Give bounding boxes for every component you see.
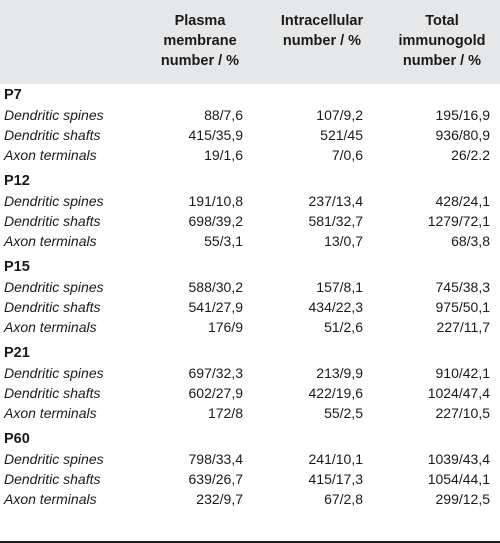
cell-total-immunogold: 227/11,7 <box>436 319 490 335</box>
cell-total-immunogold: 195/16,9 <box>435 107 490 123</box>
table-row <box>0 449 500 469</box>
cell-plasma-membrane: 602/27,9 <box>188 385 243 401</box>
row-group <box>0 429 500 509</box>
cell-plasma-membrane: 19/1,6 <box>204 147 243 163</box>
cell-total-immunogold: 1039/43,4 <box>427 451 490 467</box>
cell-plasma-membrane: 697/32,3 <box>188 365 243 381</box>
group-title: P60 <box>4 431 30 447</box>
table-row <box>0 125 500 145</box>
cell-total-immunogold: 936/80,9 <box>435 127 490 143</box>
cell-intracellular: 521/45 <box>320 127 363 143</box>
table-row <box>0 231 500 251</box>
row-group <box>0 84 500 165</box>
row-label: Dendritic spines <box>4 365 104 381</box>
cell-total-immunogold: 68/3,8 <box>451 233 490 249</box>
cell-intracellular: 67/2,8 <box>324 491 363 507</box>
cell-total-immunogold: 910/42,1 <box>435 365 490 381</box>
cell-intracellular: 213/9,9 <box>316 365 363 381</box>
cell-intracellular: 422/19,6 <box>308 385 363 401</box>
cell-intracellular: 581/32,7 <box>308 213 363 229</box>
group-title: P15 <box>4 259 30 275</box>
cell-plasma-membrane: 541/27,9 <box>188 299 243 315</box>
cell-total-immunogold: 1024/47,4 <box>427 385 490 401</box>
header-text: Total <box>425 13 459 29</box>
row-label: Dendritic spines <box>4 193 104 209</box>
header-total-immunogold <box>387 11 497 71</box>
cell-plasma-membrane: 232/9,7 <box>196 491 243 507</box>
row-label: Dendritic shafts <box>4 471 101 487</box>
row-label: Dendritic shafts <box>4 213 101 229</box>
cell-plasma-membrane: 55/3,1 <box>204 233 243 249</box>
table-row <box>0 363 500 383</box>
cell-total-immunogold: 975/50,1 <box>435 299 490 315</box>
cell-plasma-membrane: 639/26,7 <box>188 471 243 487</box>
group-title: P12 <box>4 173 30 189</box>
cell-intracellular: 415/17,3 <box>308 471 363 487</box>
table-row <box>0 191 500 211</box>
cell-intracellular: 55/2,5 <box>324 405 363 421</box>
row-label: Axon terminals <box>4 319 97 335</box>
row-label: Dendritic shafts <box>4 299 101 315</box>
row-group <box>0 171 500 251</box>
header-text: immunogold <box>398 33 486 49</box>
row-label: Dendritic shafts <box>4 385 101 401</box>
cell-plasma-membrane: 415/35,9 <box>188 127 243 143</box>
row-label: Axon terminals <box>4 405 97 421</box>
group-title: P21 <box>4 345 30 361</box>
table-row <box>0 383 500 403</box>
cell-plasma-membrane: 588/30,2 <box>188 279 243 295</box>
cell-plasma-membrane: 798/33,4 <box>188 451 243 467</box>
header-text: membrane <box>163 33 237 49</box>
cell-plasma-membrane: 176/9 <box>207 319 243 335</box>
cell-intracellular: 237/13,4 <box>308 193 363 209</box>
header-text: Plasma <box>174 13 226 29</box>
table-body <box>0 84 500 509</box>
cell-intracellular: 241/10,1 <box>308 451 363 467</box>
cell-total-immunogold: 227/10,5 <box>435 405 490 421</box>
cell-intracellular: 157/8,1 <box>316 279 363 295</box>
row-label: Dendritic spines <box>4 279 104 295</box>
header-text: Intracellular <box>280 13 364 29</box>
table-row <box>0 317 500 337</box>
row-label: Axon terminals <box>4 491 97 507</box>
header-text: number / % <box>282 33 362 49</box>
cell-total-immunogold: 428/24,1 <box>435 193 490 209</box>
cell-intracellular: 13/0,7 <box>324 233 363 249</box>
cell-intracellular: 434/22,3 <box>308 299 363 315</box>
cell-total-immunogold: 1279/72,1 <box>427 213 490 229</box>
row-label: Dendritic spines <box>4 451 104 467</box>
table-row <box>0 489 500 509</box>
row-group <box>0 257 500 337</box>
row-group <box>0 343 500 423</box>
cell-total-immunogold: 26/2.2 <box>451 147 490 163</box>
row-label: Axon terminals <box>4 147 97 163</box>
table-row <box>0 211 500 231</box>
cell-total-immunogold: 299/12,5 <box>435 491 490 507</box>
cell-plasma-membrane: 172/8 <box>207 405 243 421</box>
cell-plasma-membrane: 191/10,8 <box>188 193 243 209</box>
table-row <box>0 277 500 297</box>
cell-intracellular: 107/9,2 <box>316 107 363 123</box>
header-intracellular <box>262 11 382 51</box>
cell-plasma-membrane: 698/39,2 <box>188 213 243 229</box>
cell-total-immunogold: 745/38,3 <box>435 279 490 295</box>
row-label: Axon terminals <box>4 233 97 249</box>
header-plasma-membrane <box>145 11 255 71</box>
table-row <box>0 297 500 317</box>
table-row <box>0 403 500 423</box>
table-row <box>0 469 500 489</box>
table-header <box>0 0 500 84</box>
row-label: Dendritic shafts <box>4 127 101 143</box>
cell-plasma-membrane: 88/7,6 <box>204 107 243 123</box>
cell-intracellular: 51/2,6 <box>324 319 363 335</box>
cell-total-immunogold: 1054/44,1 <box>427 471 490 487</box>
header-text: number / % <box>160 53 240 69</box>
table-row <box>0 145 500 165</box>
group-title: P7 <box>4 87 22 103</box>
row-label: Dendritic spines <box>4 107 104 123</box>
table-row <box>0 105 500 125</box>
header-text: number / % <box>402 53 482 69</box>
cell-intracellular: 7/0,6 <box>331 147 363 163</box>
